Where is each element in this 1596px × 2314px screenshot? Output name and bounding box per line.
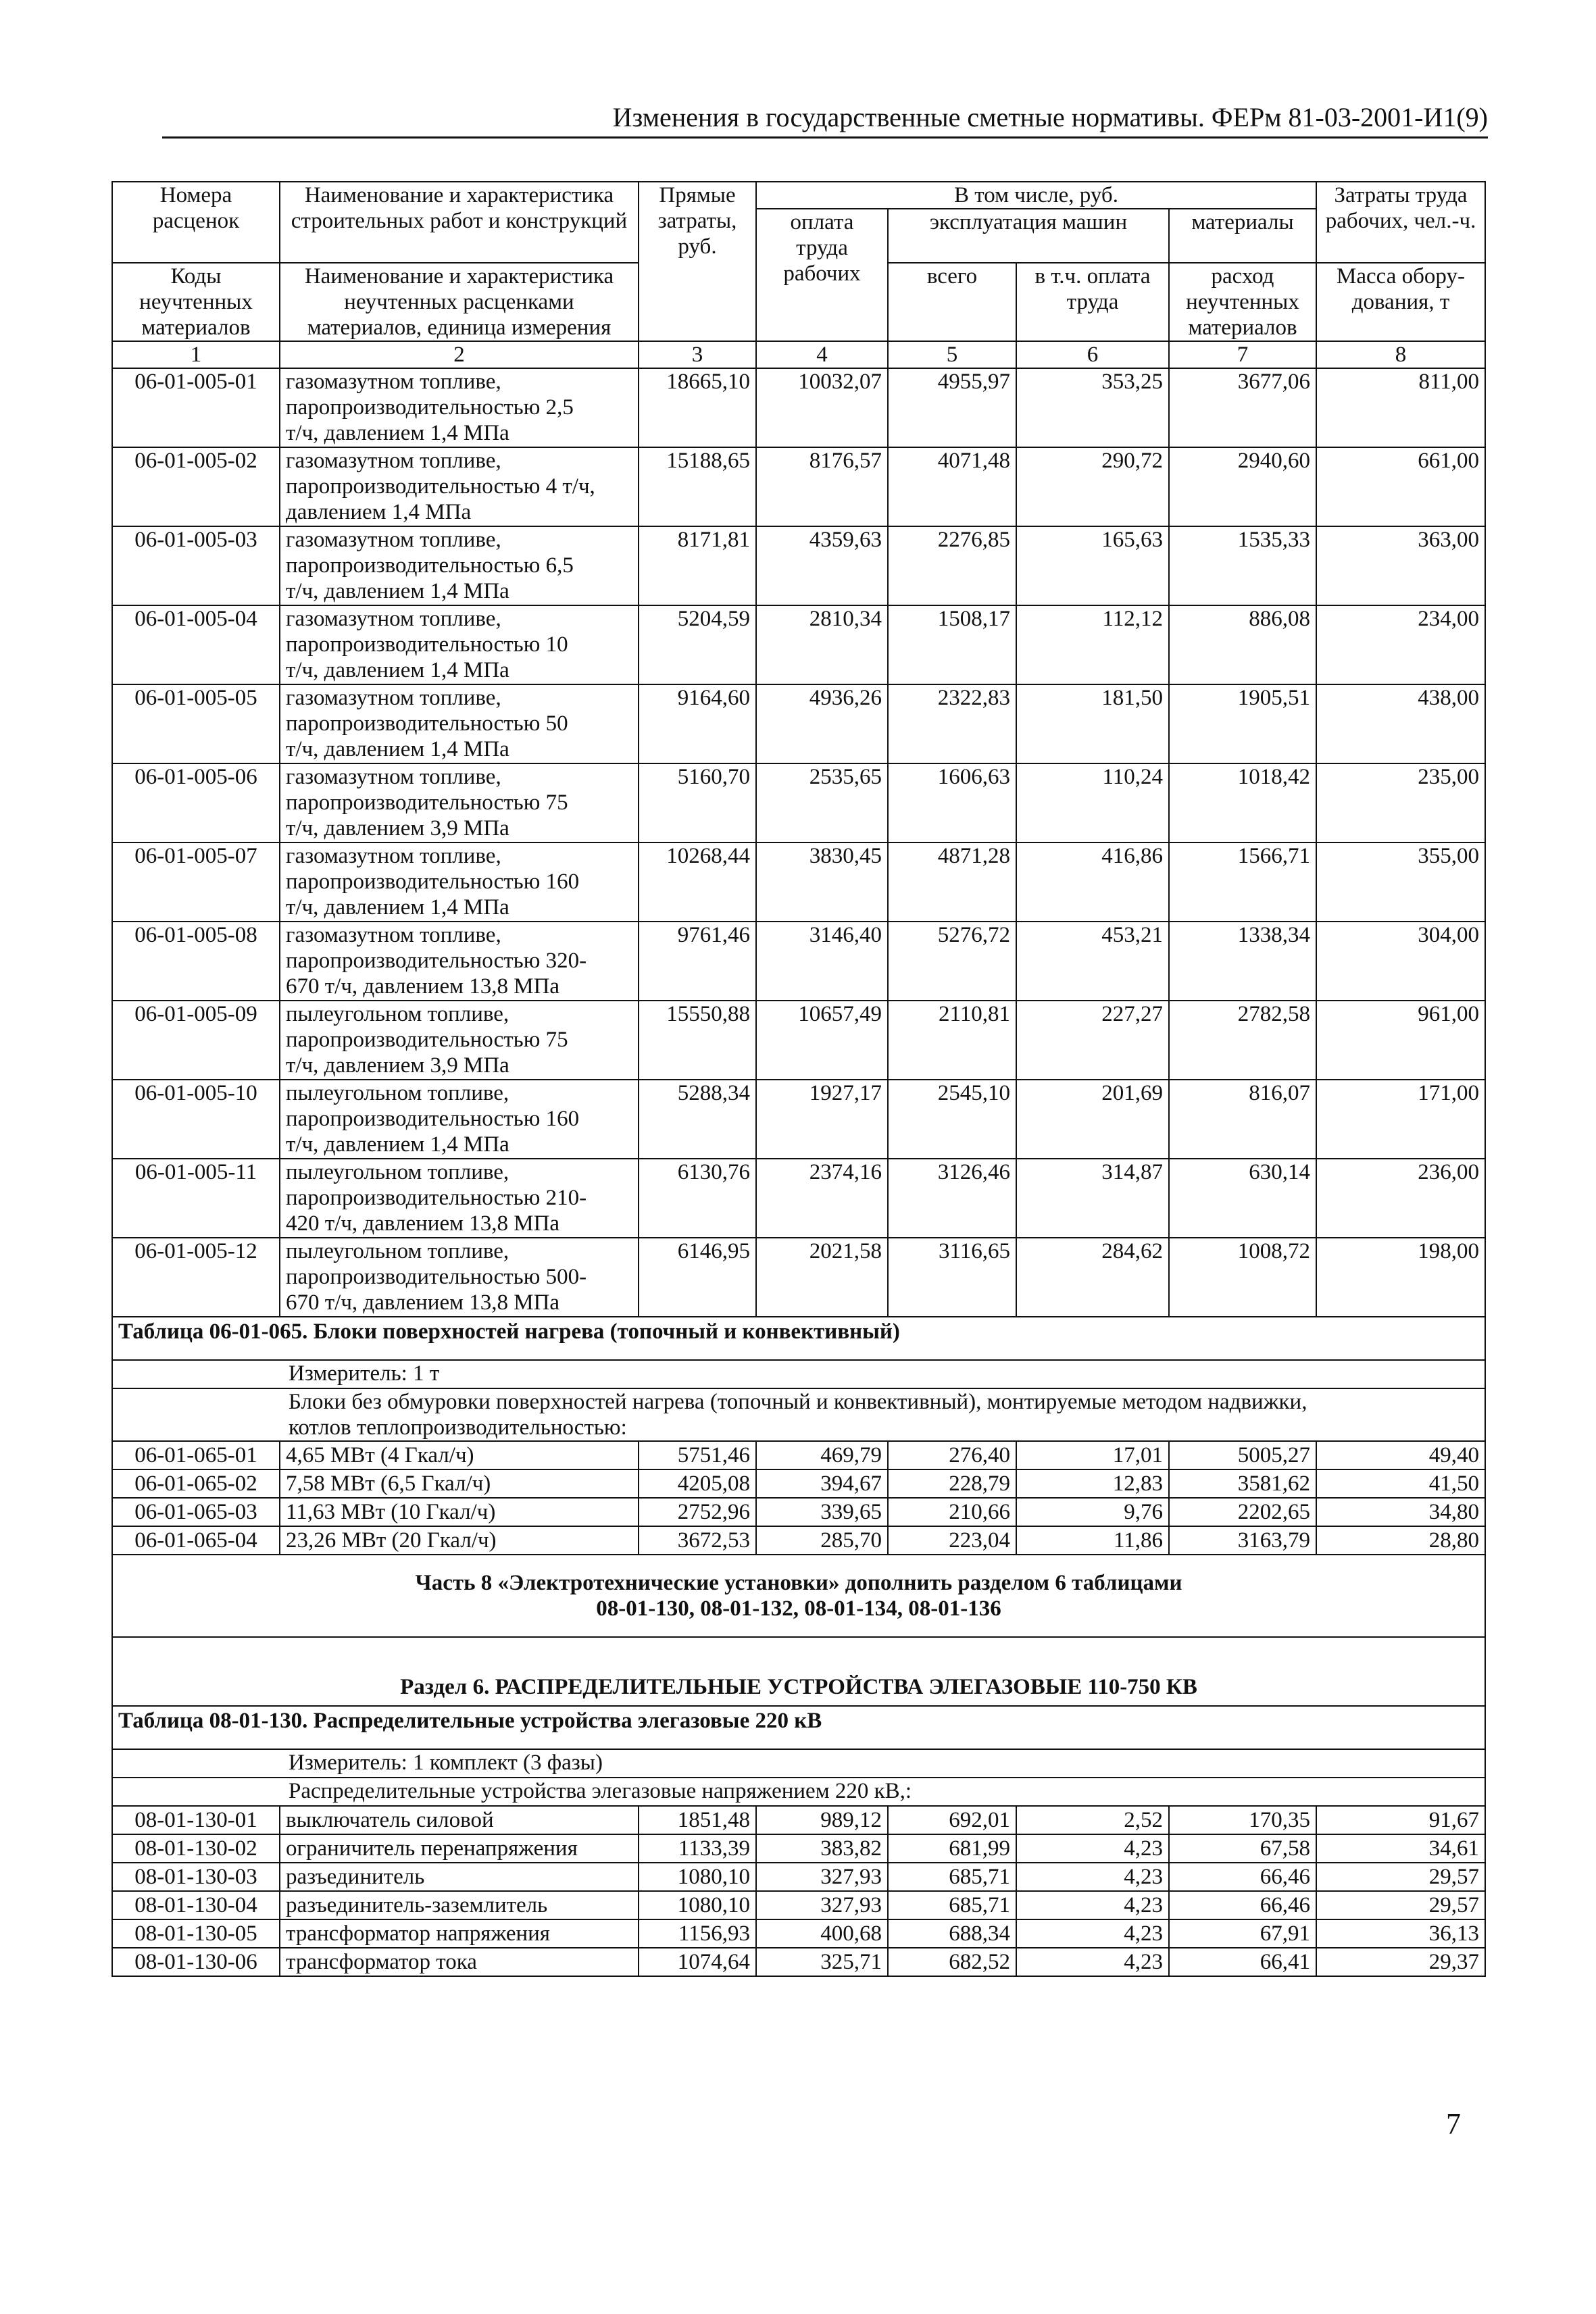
value-cell: 2021,58 — [756, 1238, 888, 1317]
value-cell: 682,52 — [888, 1948, 1016, 1976]
col-number: 2 — [280, 341, 639, 368]
value-cell: 91,67 — [1316, 1806, 1485, 1834]
rate-name — [280, 922, 639, 1001]
rate-name: 11,63 МВт (10 Гкал/ч) — [280, 1498, 639, 1526]
rate-name-line: т/ч, давлением 3,9 МПа — [286, 816, 509, 840]
rate-code: 08-01-130-04 — [112, 1891, 280, 1919]
table-body — [112, 182, 1485, 1976]
value-cell: 438,00 — [1316, 684, 1485, 763]
value-cell: 234,00 — [1316, 605, 1485, 684]
part-heading-line: 08-01-130, 08-01-132, 08-01-134, 08-01-136 — [596, 1596, 1001, 1621]
table-row — [112, 1238, 1485, 1317]
value-cell: 4955,97 — [888, 368, 1016, 447]
rate-name: разъединитель — [280, 1863, 639, 1891]
rate-name-line: т/ч, давлением 1,4 МПа — [286, 579, 509, 603]
value-cell: 4,23 — [1016, 1919, 1169, 1948]
value-cell: 34,61 — [1316, 1834, 1485, 1863]
value-cell: 1508,17 — [888, 605, 1016, 684]
rate-name-line: пылеугольном топливе, — [286, 1239, 509, 1263]
table-row — [112, 1948, 1485, 1976]
thead-row-1 — [112, 182, 1485, 209]
rate-code: 08-01-130-03 — [112, 1863, 280, 1891]
value-cell: 15188,65 — [639, 447, 756, 526]
col-number: 7 — [1169, 341, 1316, 368]
value-cell: 66,46 — [1169, 1863, 1316, 1891]
value-cell: 290,72 — [1016, 447, 1169, 526]
value-cell: 41,50 — [1316, 1469, 1485, 1498]
th-col8b: Масса обору-дования, т — [1316, 263, 1485, 341]
value-cell: 685,71 — [888, 1863, 1016, 1891]
value-cell: 4,23 — [1016, 1834, 1169, 1863]
part-heading-row — [112, 1555, 1485, 1637]
value-cell: 165,63 — [1016, 526, 1169, 605]
table-row — [112, 1080, 1485, 1159]
section-heading: Раздел 6. РАСПРЕДЕЛИТЕЛЬНЫЕ УСТРОЙСТВА ЭЛЕГАЗОВЫЕ 110-750 КВ — [112, 1637, 1485, 1706]
value-cell: 1080,10 — [639, 1891, 756, 1919]
rate-name-line: т/ч, давлением 1,4 МПа — [286, 421, 509, 445]
value-cell: 811,00 — [1316, 368, 1485, 447]
value-cell: 886,08 — [1169, 605, 1316, 684]
value-cell: 1074,64 — [639, 1948, 756, 1976]
rate-code: 06-01-005-03 — [112, 526, 280, 605]
table-title-row — [112, 1317, 1485, 1360]
rate-code: 06-01-005-12 — [112, 1238, 280, 1317]
value-cell: 685,71 — [888, 1891, 1016, 1919]
value-cell: 17,01 — [1016, 1441, 1169, 1469]
col-number: 1 — [112, 341, 280, 368]
description-row — [112, 1388, 1485, 1441]
rate-name-line: т/ч, давлением 1,4 МПа — [286, 737, 509, 761]
value-cell: 2752,96 — [639, 1498, 756, 1526]
value-cell: 1606,63 — [888, 763, 1016, 842]
rates-table-wrapper — [111, 181, 1485, 1977]
value-cell: 276,40 — [888, 1441, 1016, 1469]
rate-code: 06-01-005-09 — [112, 1001, 280, 1080]
rate-name-line: паропроизводительностью 2,5 — [286, 395, 574, 420]
rate-name — [280, 684, 639, 763]
rate-name: 7,58 МВт (6,5 Гкал/ч) — [280, 1469, 639, 1498]
table-title-row — [112, 1706, 1485, 1749]
value-cell: 284,62 — [1016, 1238, 1169, 1317]
measure-row — [112, 1749, 1485, 1778]
rate-code: 06-01-005-01 — [112, 368, 280, 447]
th-col6: в т.ч. оплата труда — [1016, 263, 1169, 341]
description-line: котлов теплопроизводительностью: — [289, 1415, 627, 1440]
table-row — [112, 1441, 1485, 1469]
value-cell: 1535,33 — [1169, 526, 1316, 605]
value-cell: 4,23 — [1016, 1891, 1169, 1919]
table-description — [112, 1388, 1485, 1441]
rate-code: 06-01-065-01 — [112, 1441, 280, 1469]
value-cell: 469,79 — [756, 1441, 888, 1469]
rate-name-line: газомазутном топливе, — [286, 923, 501, 947]
value-cell: 688,34 — [888, 1919, 1016, 1948]
rate-name: разъединитель-заземлитель — [280, 1891, 639, 1919]
value-cell: 4205,08 — [639, 1469, 756, 1498]
value-cell: 1566,71 — [1169, 842, 1316, 922]
rate-name-line: паропроизводительностью 210- — [286, 1186, 587, 1210]
rate-name — [280, 1001, 639, 1080]
rate-name — [280, 1238, 639, 1317]
value-cell: 383,82 — [756, 1834, 888, 1863]
page-number: 7 — [1446, 2107, 1461, 2140]
value-cell: 961,00 — [1316, 1001, 1485, 1080]
part-heading — [112, 1555, 1485, 1637]
value-cell: 1905,51 — [1169, 684, 1316, 763]
value-cell: 1338,34 — [1169, 922, 1316, 1001]
value-cell: 3146,40 — [756, 922, 888, 1001]
value-cell: 327,93 — [756, 1891, 888, 1919]
rate-name-line: пылеугольном топливе, — [286, 1160, 509, 1184]
table-row — [112, 1469, 1485, 1498]
rate-name-line: паропроизводительностью 75 — [286, 1028, 568, 1052]
table-measure: Измеритель: 1 комплект (3 фазы) — [112, 1749, 1485, 1778]
rate-code: 06-01-065-04 — [112, 1526, 280, 1555]
th-col2b: Наименование и характеристика неучтенных расценками материалов, единица измерения — [280, 263, 639, 341]
col-number: 3 — [639, 341, 756, 368]
value-cell: 3672,53 — [639, 1526, 756, 1555]
table-row — [112, 1806, 1485, 1834]
value-cell: 3116,65 — [888, 1238, 1016, 1317]
value-cell: 210,66 — [888, 1498, 1016, 1526]
value-cell: 989,12 — [756, 1806, 888, 1834]
rate-name-line: паропроизводительностью 75 — [286, 790, 568, 815]
column-numbers-row — [112, 341, 1485, 368]
description-line: Блоки без обмуровки поверхностей нагрева (топочный и конвективный), монтируемые методом надвижки, — [289, 1390, 1307, 1414]
value-cell: 18665,10 — [639, 368, 756, 447]
th-incl: В том числе, руб. — [756, 182, 1316, 209]
table-row — [112, 1498, 1485, 1526]
rate-name-line: т/ч, давлением 1,4 МПа — [286, 658, 509, 682]
rate-name — [280, 842, 639, 922]
th-col1a: Номера расценок — [112, 182, 280, 263]
th-col5: всего — [888, 263, 1016, 341]
rate-name — [280, 1159, 639, 1238]
value-cell: 8176,57 — [756, 447, 888, 526]
rate-name-line: газомазутном топливе, — [286, 686, 501, 710]
rate-name-line: т/ч, давлением 1,4 МПа — [286, 895, 509, 920]
table-row — [112, 447, 1485, 526]
value-cell: 49,40 — [1316, 1441, 1485, 1469]
section-heading-row — [112, 1637, 1485, 1706]
value-cell: 2782,58 — [1169, 1001, 1316, 1080]
table-row — [112, 1001, 1485, 1080]
value-cell: 2322,83 — [888, 684, 1016, 763]
rate-name: трансформатор напряжения — [280, 1919, 639, 1948]
rate-name-line: паропроизводительностью 160 — [286, 1107, 580, 1131]
value-cell: 36,13 — [1316, 1919, 1485, 1948]
col-number: 5 — [888, 341, 1016, 368]
rate-name: ограничитель перенапряжения — [280, 1834, 639, 1863]
value-cell: 66,46 — [1169, 1891, 1316, 1919]
value-cell: 4936,26 — [756, 684, 888, 763]
rates-table — [111, 181, 1486, 1977]
col-number: 6 — [1016, 341, 1169, 368]
value-cell: 6130,76 — [639, 1159, 756, 1238]
rate-name-line: паропроизводительностью 50 — [286, 711, 568, 736]
value-cell: 681,99 — [888, 1834, 1016, 1863]
th-col3: Прямые затраты, руб. — [639, 182, 756, 341]
value-cell: 3830,45 — [756, 842, 888, 922]
table-row — [112, 763, 1485, 842]
value-cell: 339,65 — [756, 1498, 888, 1526]
value-cell: 2545,10 — [888, 1080, 1016, 1159]
table-title: Таблица 06-01-065. Блоки поверхностей нагрева (топочный и конвективный) — [112, 1317, 1485, 1360]
value-cell: 3581,62 — [1169, 1469, 1316, 1498]
value-cell: 170,35 — [1169, 1806, 1316, 1834]
rate-code: 06-01-065-02 — [112, 1469, 280, 1498]
value-cell: 5005,27 — [1169, 1441, 1316, 1469]
rate-code: 08-01-130-05 — [112, 1919, 280, 1948]
rate-name-line: газомазутном топливе, — [286, 607, 501, 631]
rate-name: 23,26 МВт (20 Гкал/ч) — [280, 1526, 639, 1555]
value-cell: 12,83 — [1016, 1469, 1169, 1498]
rate-name-line: т/ч, давлением 1,4 МПа — [286, 1132, 509, 1157]
value-cell: 2374,16 — [756, 1159, 888, 1238]
table-title: Таблица 08-01-130. Распределительные устройства элегазовые 220 кВ — [112, 1706, 1485, 1749]
rate-name-line: пылеугольном топливе, — [286, 1081, 509, 1105]
value-cell: 453,21 — [1016, 922, 1169, 1001]
value-cell: 11,86 — [1016, 1526, 1169, 1555]
value-cell: 2,52 — [1016, 1806, 1169, 1834]
rate-name-line: паропроизводительностью 6,5 — [286, 553, 574, 578]
value-cell: 1018,42 — [1169, 763, 1316, 842]
rate-name-line: т/ч, давлением 3,9 МПа — [286, 1053, 509, 1078]
value-cell: 10268,44 — [639, 842, 756, 922]
table-row — [112, 1891, 1485, 1919]
rate-code: 06-01-005-11 — [112, 1159, 280, 1238]
value-cell: 3163,79 — [1169, 1526, 1316, 1555]
th-machines: эксплуатация машин — [888, 209, 1169, 263]
table-row — [112, 605, 1485, 684]
value-cell: 2202,65 — [1169, 1498, 1316, 1526]
table-description: Распределительные устройства элегазовые напряжением 220 кВ,: — [112, 1778, 1485, 1806]
rate-name-line: газомазутном топливе, — [286, 844, 501, 868]
value-cell: 112,12 — [1016, 605, 1169, 684]
value-cell: 363,00 — [1316, 526, 1485, 605]
description-row — [112, 1778, 1485, 1806]
value-cell: 29,57 — [1316, 1891, 1485, 1919]
rate-name: трансформатор тока — [280, 1948, 639, 1976]
rate-name-line: газомазутном топливе, — [286, 370, 501, 394]
value-cell: 8171,81 — [639, 526, 756, 605]
value-cell: 5288,34 — [639, 1080, 756, 1159]
rate-name — [280, 1080, 639, 1159]
value-cell: 15550,88 — [639, 1001, 756, 1080]
value-cell: 1927,17 — [756, 1080, 888, 1159]
rate-name: 4,65 МВт (4 Гкал/ч) — [280, 1441, 639, 1469]
table-row — [112, 1526, 1485, 1555]
value-cell: 10032,07 — [756, 368, 888, 447]
value-cell: 416,86 — [1016, 842, 1169, 922]
value-cell: 201,69 — [1016, 1080, 1169, 1159]
value-cell: 2110,81 — [888, 1001, 1016, 1080]
rate-name-line: 420 т/ч, давлением 13,8 МПа — [286, 1211, 560, 1236]
value-cell: 4871,28 — [888, 842, 1016, 922]
value-cell: 227,27 — [1016, 1001, 1169, 1080]
value-cell: 34,80 — [1316, 1498, 1485, 1526]
value-cell: 236,00 — [1316, 1159, 1485, 1238]
rate-code: 06-01-005-05 — [112, 684, 280, 763]
value-cell: 1156,93 — [639, 1919, 756, 1948]
value-cell: 285,70 — [756, 1526, 888, 1555]
value-cell: 67,58 — [1169, 1834, 1316, 1863]
value-cell: 355,00 — [1316, 842, 1485, 922]
value-cell: 5160,70 — [639, 763, 756, 842]
value-cell: 304,00 — [1316, 922, 1485, 1001]
rate-name-line: паропроизводительностью 160 — [286, 870, 580, 894]
value-cell: 1851,48 — [639, 1806, 756, 1834]
value-cell: 692,01 — [888, 1806, 1016, 1834]
value-cell: 181,50 — [1016, 684, 1169, 763]
table-measure: Измеритель: 1 т — [112, 1360, 1485, 1388]
value-cell: 661,00 — [1316, 447, 1485, 526]
value-cell: 29,37 — [1316, 1948, 1485, 1976]
value-cell: 4,23 — [1016, 1863, 1169, 1891]
value-cell: 1133,39 — [639, 1834, 756, 1863]
value-cell: 66,41 — [1169, 1948, 1316, 1976]
running-header: Изменения в государственные сметные нормативы. ФЕРм 81-03-2001-И1(9) — [162, 101, 1488, 139]
rate-code: 06-01-005-10 — [112, 1080, 280, 1159]
rate-name-line: паропроизводительностью 10 — [286, 632, 568, 657]
rate-name-line: газомазутном топливе, — [286, 449, 501, 473]
rate-code: 06-01-005-08 — [112, 922, 280, 1001]
rate-name — [280, 526, 639, 605]
th-col8a: Затраты труда рабочих, чел.-ч. — [1316, 182, 1485, 263]
value-cell: 5204,59 — [639, 605, 756, 684]
th-col2a: Наименование и характеристика строительных работ и конструкций — [280, 182, 639, 263]
value-cell: 325,71 — [756, 1948, 888, 1976]
value-cell: 9164,60 — [639, 684, 756, 763]
table-row — [112, 1159, 1485, 1238]
value-cell: 5276,72 — [888, 922, 1016, 1001]
value-cell: 4,23 — [1016, 1948, 1169, 1976]
value-cell: 67,91 — [1169, 1919, 1316, 1948]
table-row — [112, 842, 1485, 922]
value-cell: 3126,46 — [888, 1159, 1016, 1238]
value-cell: 29,57 — [1316, 1863, 1485, 1891]
rate-name-line: 670 т/ч, давлением 13,8 МПа — [286, 974, 560, 999]
value-cell: 4359,63 — [756, 526, 888, 605]
value-cell: 3677,06 — [1169, 368, 1316, 447]
table-row — [112, 1919, 1485, 1948]
rate-name: выключатель силовой — [280, 1806, 639, 1834]
value-cell: 314,87 — [1016, 1159, 1169, 1238]
value-cell: 5751,46 — [639, 1441, 756, 1469]
value-cell: 9761,46 — [639, 922, 756, 1001]
value-cell: 1080,10 — [639, 1863, 756, 1891]
th-col1b: Коды неучтенных материалов — [112, 263, 280, 341]
value-cell: 353,25 — [1016, 368, 1169, 447]
table-row — [112, 1834, 1485, 1863]
value-cell: 235,00 — [1316, 763, 1485, 842]
th-col4: оплата труда рабочих — [756, 209, 888, 341]
table-row — [112, 922, 1485, 1001]
rate-name-line: паропроизводительностью 4 т/ч, — [286, 474, 595, 499]
value-cell: 394,67 — [756, 1469, 888, 1498]
value-cell: 630,14 — [1169, 1159, 1316, 1238]
table-row — [112, 526, 1485, 605]
value-cell: 28,80 — [1316, 1526, 1485, 1555]
rate-name-line: газомазутном топливе, — [286, 765, 501, 789]
col-number: 4 — [756, 341, 888, 368]
rate-name — [280, 605, 639, 684]
value-cell: 816,07 — [1169, 1080, 1316, 1159]
th-materials: материалы — [1169, 209, 1316, 263]
value-cell: 171,00 — [1316, 1080, 1485, 1159]
rate-code: 08-01-130-02 — [112, 1834, 280, 1863]
rate-code: 06-01-005-07 — [112, 842, 280, 922]
value-cell: 223,04 — [888, 1526, 1016, 1555]
value-cell: 327,93 — [756, 1863, 888, 1891]
value-cell: 10657,49 — [756, 1001, 888, 1080]
value-cell: 9,76 — [1016, 1498, 1169, 1526]
rate-name-line: давлением 1,4 МПа — [286, 500, 472, 524]
value-cell: 2535,65 — [756, 763, 888, 842]
table-row — [112, 368, 1485, 447]
value-cell: 6146,95 — [639, 1238, 756, 1317]
rate-code: 08-01-130-06 — [112, 1948, 280, 1976]
rate-name — [280, 763, 639, 842]
value-cell: 1008,72 — [1169, 1238, 1316, 1317]
part-heading-line: Часть 8 «Электротехнические установки» дополнить разделом 6 таблицами — [415, 1571, 1182, 1595]
rate-name-line: паропроизводительностью 500- — [286, 1265, 587, 1289]
rate-name-line: 670 т/ч, давлением 13,8 МПа — [286, 1290, 560, 1315]
rate-code: 06-01-005-04 — [112, 605, 280, 684]
value-cell: 2940,60 — [1169, 447, 1316, 526]
table-row — [112, 684, 1485, 763]
table-row — [112, 1863, 1485, 1891]
col-number: 8 — [1316, 341, 1485, 368]
rate-code: 06-01-005-02 — [112, 447, 280, 526]
value-cell: 110,24 — [1016, 763, 1169, 842]
rate-code: 08-01-130-01 — [112, 1806, 280, 1834]
rate-name — [280, 447, 639, 526]
value-cell: 198,00 — [1316, 1238, 1485, 1317]
measure-row — [112, 1360, 1485, 1388]
rate-name — [280, 368, 639, 447]
rate-code: 06-01-065-03 — [112, 1498, 280, 1526]
rate-name-line: паропроизводительностью 320- — [286, 949, 587, 973]
value-cell: 400,68 — [756, 1919, 888, 1948]
rate-name-line: пылеугольном топливе, — [286, 1002, 509, 1026]
value-cell: 2810,34 — [756, 605, 888, 684]
rate-code: 06-01-005-06 — [112, 763, 280, 842]
th-col7: расход неучтенных материалов — [1169, 263, 1316, 341]
value-cell: 4071,48 — [888, 447, 1016, 526]
value-cell: 228,79 — [888, 1469, 1016, 1498]
rate-name-line: газомазутном топливе, — [286, 528, 501, 552]
value-cell: 2276,85 — [888, 526, 1016, 605]
